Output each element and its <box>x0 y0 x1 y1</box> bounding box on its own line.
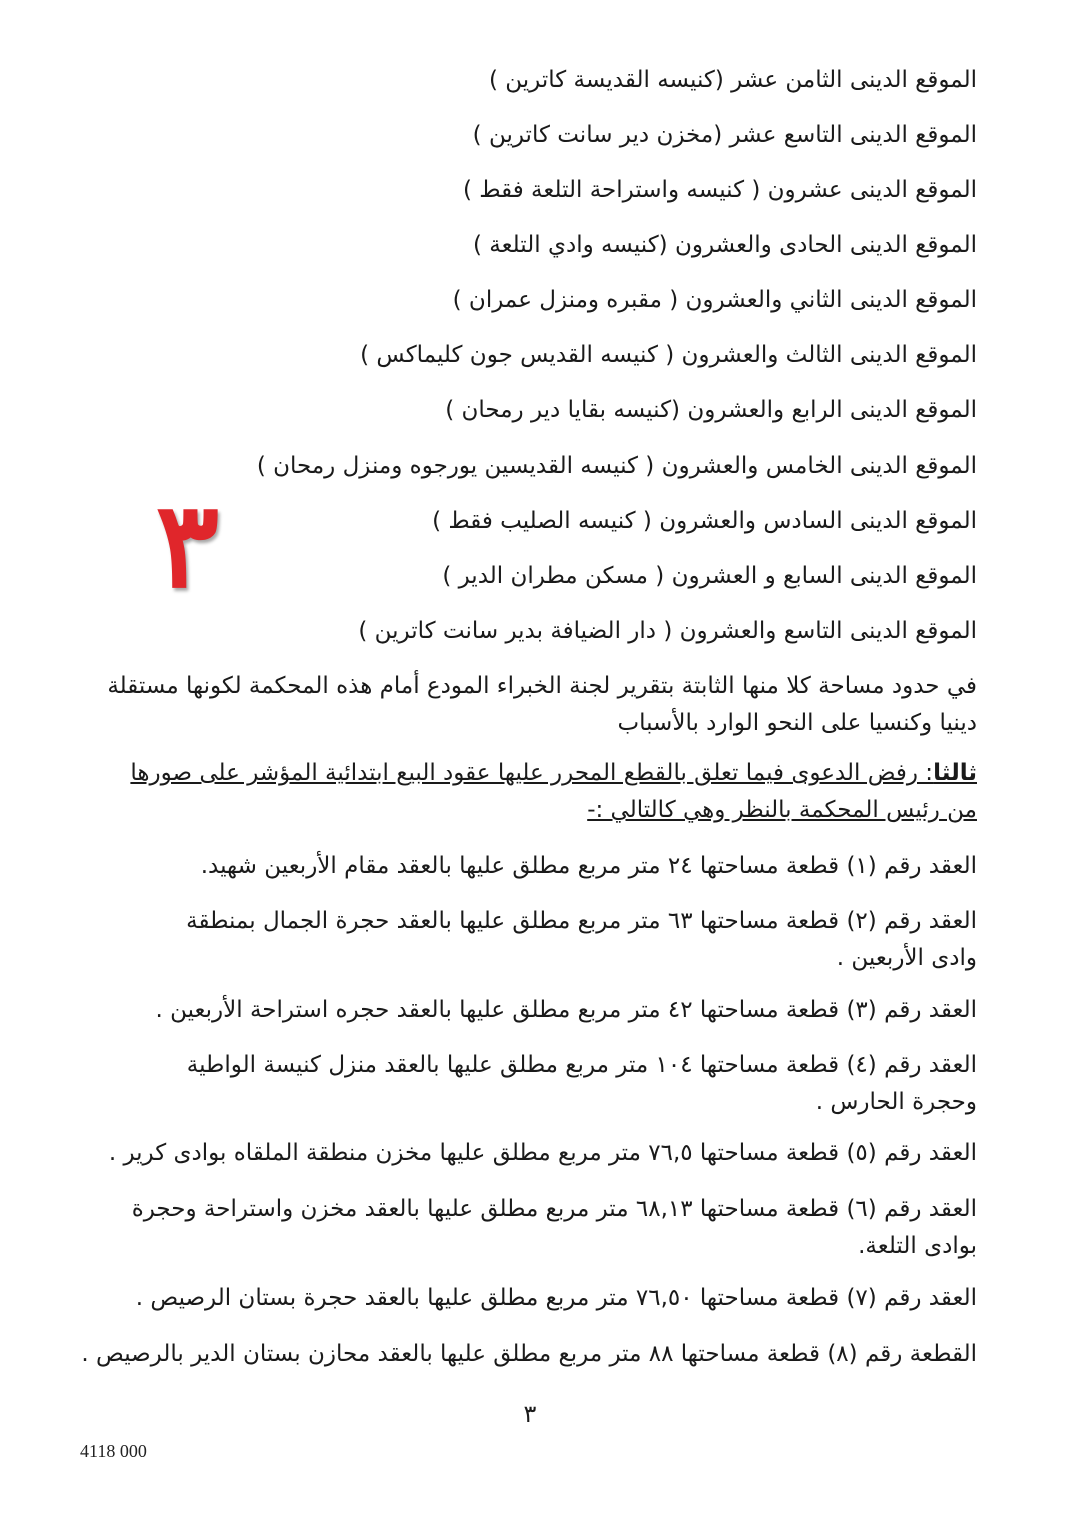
area-paragraph: في حدود مساحة كلا منها الثابتة بتقرير لجنة الخبراء المودع أمام هذه المحكمة لكونها مستقلة دينيا وكنسيا على النحو الوارد بالأسباب <box>107 673 977 736</box>
plot-8: القطعة رقم (٨) قطعة مساحتها ٨٨ متر مربع مطلق عليها بالعقد محازن بستان الدير بالرصيص . <box>81 1341 977 1367</box>
site-line-29: الموقع الدينى التاسع والعشرون ( دار الضيافة بدير سانت كاترين ) <box>358 618 977 644</box>
contract-4: العقد رقم (٤) قطعة مساحتها ١٠٤ متر مربع مطلق عليها بالعقد منزل كنيسة الواطية وحجرة الحارس . <box>186 1052 977 1115</box>
site-line-24: الموقع الدينى الرابع والعشرون (كنيسه بقايا دير رمحان ) <box>445 397 977 423</box>
page-number: ٣ <box>523 1400 537 1428</box>
site-line-27: الموقع الدينى السابع و العشرون ( مسكن مطران الدير ) <box>442 563 977 589</box>
site-line-20: الموقع الدينى عشرون ( كنيسه واستراحة التلعة فقط ) <box>462 177 977 203</box>
contract-7: العقد رقم (٧) قطعة مساحتها ٧٦,٥٠ متر مربع مطلق عليها بالعقد حجرة بستان الرصيص . <box>135 1285 977 1311</box>
third-ruling-heading <box>107 755 977 829</box>
contract-1: العقد رقم (١) قطعة مساحتها ٢٤ متر مربع مطلق عليها بالعقد مقام الأربعين شهيد. <box>200 853 977 879</box>
site-line-26: الموقع الدينى السادس والعشرون ( كنيسه الصليب فقط ) <box>432 508 977 534</box>
site-line-23: الموقع الدينى الثالث والعشرون ( كنيسه القديس جون كليماكس ) <box>360 342 977 368</box>
third-text: رفض الدعوى فيما تعلق بالقطع المحرر عليها عقود البيع ابتدائية المؤشر على صورها من رئيس المحكمة بالنظر وهي كالتالي :- <box>130 760 977 823</box>
document-code: 4118 000 <box>80 1441 147 1461</box>
third-colon: : <box>918 760 934 786</box>
contract-3: العقد رقم (٣) قطعة مساحتها ٤٢ متر مربع مطلق عليها بالعقد حجره استراحة الأربعين . <box>155 997 977 1023</box>
site-line-19: الموقع الدينى التاسع عشر (مخزن دير سانت كاترين ) <box>472 122 977 148</box>
contract-6: العقد رقم (٦) قطعة مساحتها ٦٨,١٣ متر مربع مطلق عليها بالعقد مخزن واستراحة وحجرة بوادى التلعة. <box>131 1196 977 1259</box>
site-line-22: الموقع الدينى الثاني والعشرون ( مقبره ومنزل عمران ) <box>452 287 977 313</box>
third-label: ثالثا <box>933 760 977 786</box>
large-red-page-number: ٣ <box>155 475 220 614</box>
site-line-25: الموقع الدينى الخامس والعشرون ( كنيسه القديسين يورجوه ومنزل رمحان ) <box>256 453 977 479</box>
contract-5: العقد رقم (٥) قطعة مساحتها ٧٦,٥ متر مربع مطلق عليها مخزن منطقة الملقاه بوادى كرير . <box>108 1140 977 1166</box>
site-line-21: الموقع الدينى الحادى والعشرون (كنيسه وادي التلعة ) <box>472 232 977 258</box>
contract-2: العقد رقم (٢) قطعة مساحتها ٦٣ متر مربع مطلق عليها بالعقد حجرة الجمال بمنطقة وادى الأربعين . <box>186 908 977 971</box>
site-line-18: الموقع الدينى الثامن عشر (كنيسه القديسة كاترين ) <box>488 67 977 93</box>
